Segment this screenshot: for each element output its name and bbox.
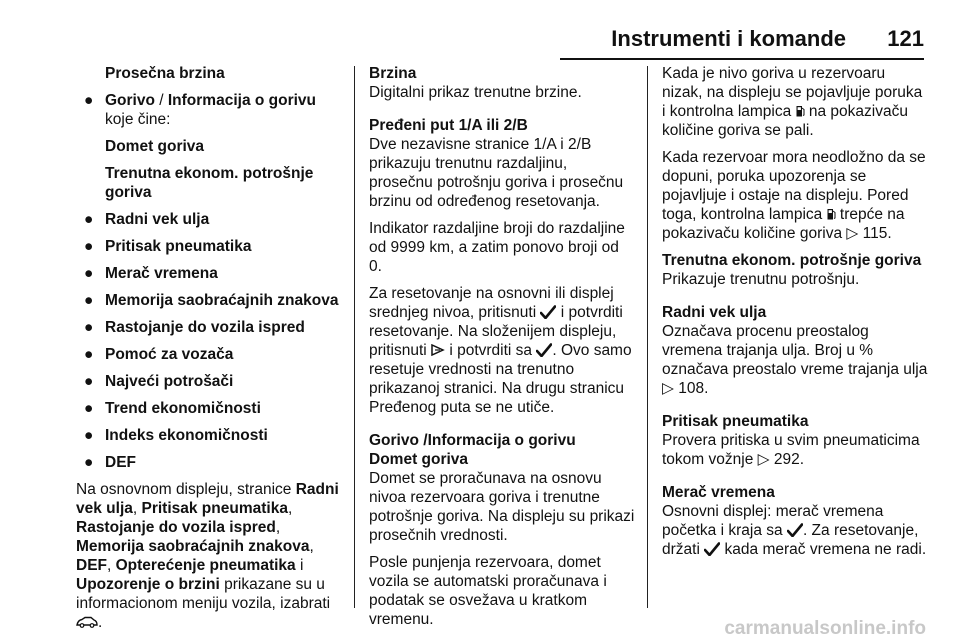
- text: Za resetovanje na osnovni ili displej srednjeg nivoa, pritisnuti: [369, 285, 614, 321]
- sub-instant-economy: Trenutna ekonom. potrošnje goriva: [105, 165, 314, 201]
- bullet-text: Rastojanje do vozila ispred: [105, 319, 305, 336]
- text: .: [799, 451, 805, 468]
- bullet-dot: ●: [84, 400, 94, 417]
- bullet-item: [76, 426, 344, 445]
- bullet-text: Indeks ekonomičnosti: [105, 427, 268, 444]
- paragraph: Indikator razdaljine broji do razdaljine od 9999 km, a zatim ponovo broji od 0.: [369, 220, 625, 275]
- heading-trip: Pređeni put 1/A ili 2/B: [369, 117, 528, 134]
- text: i: [295, 557, 304, 574]
- bullet-dot: ●: [84, 427, 94, 444]
- check-icon: [704, 542, 720, 556]
- heading-tyre-pressure: Pritisak pneumatika: [662, 413, 809, 430]
- text: .: [704, 380, 709, 397]
- heading-fuel-range: Domet goriva: [369, 451, 469, 468]
- text: Provera pritiska u svim pneumaticima tokom vožnje: [662, 432, 920, 468]
- page-ref: 108: [678, 380, 705, 397]
- header-title: Instrumenti i komande: [611, 26, 846, 51]
- car-icon: [76, 616, 98, 628]
- paragraph: Posle punjenja rezervoara, domet vozila se automatski proračunava i podatak se osvežava u kratkom vremenu.: [369, 554, 607, 628]
- bullet-item: [76, 399, 344, 418]
- paragraph: Dve nezavisne stranice 1/A i 2/B prikazuju trenutnu razdaljinu, prosečnu potrošnju goriva i prosečnu brzinu od određenog resetovanja.: [369, 136, 624, 210]
- text: . Ovo samo resetuje vrednosti na trenutno prikazanoj stranici. Na drugu stranicu Pređenog puta se ne utiče.: [369, 342, 632, 416]
- column-divider-2: [647, 66, 648, 608]
- page-ref-arrow-icon: ▷: [757, 451, 770, 468]
- paragraph: Domet se proračunava na osnovu nivoa rezervoara goriva i trenutne potrošnje goriva. Na displeju su prikazi prosečnih vrednosti.: [369, 470, 635, 544]
- bullet-dot: ●: [84, 346, 94, 363]
- bullet-dot: ●: [84, 292, 94, 309]
- fuel-label: Gorivo: [105, 92, 155, 109]
- text: Na osnovnom displeju, stranice: [76, 481, 296, 498]
- text: Osnovni displej: merač vremena početka i kraja sa: [662, 503, 884, 539]
- heading-oil-life: Radni vek ulja: [662, 304, 767, 321]
- fuel-info-label: Informacija o gorivu: [167, 92, 317, 109]
- fuel-suffix: koje čine:: [105, 111, 171, 128]
- bullet-text: Pomoć za vozača: [105, 346, 234, 363]
- bullet-dot: ●: [84, 454, 94, 471]
- text: ,: [287, 500, 293, 517]
- bullet-item: [76, 318, 344, 337]
- bullet-item: [76, 372, 344, 391]
- page-header: [560, 26, 924, 60]
- bullet-item: [76, 237, 344, 256]
- page-ref-arrow-icon: ▷: [662, 380, 674, 397]
- text: na pokazivaču količine goriva se pali.: [662, 103, 908, 139]
- text: .: [98, 614, 103, 631]
- text: ,: [275, 519, 281, 536]
- check-icon: [787, 523, 803, 537]
- ref-def: DEF: [76, 557, 107, 574]
- text: Označava procenu preostalog vremena trajanja ulja. Broj u % označava preostalo vreme trajanja ulja: [662, 323, 928, 378]
- column-divider-1: [354, 66, 355, 608]
- bullet-dot: ●: [84, 238, 94, 255]
- bullet-dot: ●: [84, 92, 94, 109]
- text: ,: [132, 500, 142, 517]
- check-icon: [536, 343, 552, 357]
- ref-speed-warning: Upozorenje o brzini: [76, 576, 220, 593]
- bullet-item: [76, 210, 344, 229]
- heading-speed: Brzina: [369, 65, 417, 82]
- column-right: [662, 64, 928, 567]
- bullet-text: Memorija saobraćajnih znakova: [105, 292, 339, 309]
- bullet-text: Radni vek ulja: [105, 211, 210, 228]
- sub-fuel-range: Domet goriva: [105, 138, 205, 155]
- check-icon: [540, 305, 556, 319]
- text: Kada je nivo goriva u rezervoaru nizak, na displeju se pojavljuje poruka i kontrolna lampica: [662, 65, 923, 120]
- ref-tyre-pressure: Pritisak pneumatika: [141, 500, 288, 517]
- heading-fuel-info: Gorivo /Informacija o gorivu: [369, 432, 576, 449]
- text: kada merač vremena ne radi.: [720, 541, 927, 558]
- ref-following-distance: Rastojanje do vozila ispred: [76, 519, 276, 536]
- tyre-pressure-paragraph: [662, 431, 928, 469]
- bullet-text: DEF: [105, 454, 136, 471]
- header-rule: [560, 58, 924, 60]
- column-left: [76, 64, 344, 640]
- bullet-dot: ●: [84, 319, 94, 336]
- page-ref-arrow-icon: ▷: [846, 225, 859, 242]
- text: prikazane su u informacionom meniju vozila, izabrati: [76, 576, 331, 612]
- ref-traffic-sign-memory: Memorija saobraćajnih znakova: [76, 538, 310, 555]
- watermark: carmanualsonline.info: [724, 618, 926, 639]
- reset-paragraph: [369, 284, 635, 417]
- bullet-dot: ●: [84, 265, 94, 282]
- heading-instant-economy: Trenutna ekonom. potrošnje goriva: [662, 252, 922, 269]
- bullet-item: [76, 345, 344, 364]
- page-number: 121: [887, 26, 924, 51]
- page-ref: 292: [773, 451, 800, 468]
- text: trepće na pokazivaču količine goriva: [662, 206, 905, 242]
- text: .: [887, 225, 892, 242]
- triangle-arrow-icon: [431, 344, 445, 356]
- text: . Za resetovanje, držati: [662, 522, 919, 558]
- bullet-text: Trend ekonomičnosti: [105, 400, 261, 417]
- low-fuel-paragraph: [662, 64, 928, 140]
- basic-display-paragraph: [76, 480, 344, 632]
- page-ref: 115: [862, 225, 888, 242]
- ref-tyre-load: Opterećenje pneumatika: [115, 557, 296, 574]
- timer-paragraph: [662, 502, 928, 559]
- fuel-pump-icon: [827, 208, 836, 220]
- paragraph: Digitalni prikaz trenutne brzine.: [369, 84, 582, 101]
- refuel-warning-paragraph: [662, 148, 928, 243]
- text: i potvrditi sa: [445, 342, 537, 359]
- bullet-fuel: [76, 91, 344, 129]
- bullet-text: Najveći potrošači: [105, 373, 234, 390]
- heading-timer: Merač vremena: [662, 484, 775, 501]
- text: Kada rezervoar mora neodložno da se dopuni, poruka upozorenja se pojavljuje i ostaje na displeju. Pored toga, kontrolna lampica: [662, 149, 926, 223]
- bullet-item: [76, 291, 344, 310]
- bullet-item: [76, 264, 344, 283]
- bullet-dot: ●: [84, 373, 94, 390]
- text: i potvrditi resetovanje. Na složenijem displeju, pritisnuti: [369, 304, 623, 359]
- bullet-text: Pritisak pneumatika: [105, 238, 252, 255]
- bullet-item: [76, 453, 344, 472]
- fuel-sep: /: [154, 92, 168, 109]
- paragraph: Prikazuje trenutnu potrošnju.: [662, 271, 860, 288]
- text: ,: [107, 557, 116, 574]
- text: ,: [309, 538, 314, 555]
- fuel-pump-icon: [796, 105, 805, 117]
- bullet-text: Merač vremena: [105, 265, 218, 282]
- ref-oil-life: Radni vek ulja: [76, 481, 339, 517]
- bullet-dot: ●: [84, 211, 94, 228]
- item-average-speed: Prosečna brzina: [105, 65, 225, 82]
- oil-life-paragraph: [662, 322, 928, 398]
- column-middle: [369, 64, 635, 637]
